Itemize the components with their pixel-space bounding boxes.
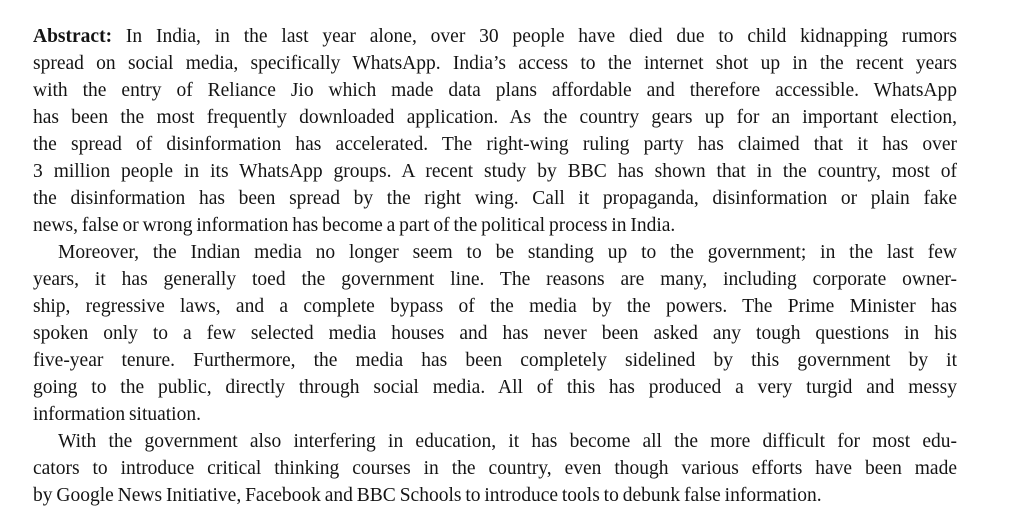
text-line: news, false or wrong information has become a part of the political process in India. <box>33 215 676 236</box>
text-line: has been the most frequently downloaded application. As the country gears up for an important election, <box>33 107 957 128</box>
abstract-page <box>33 23 957 509</box>
text-line: Abstract: In India, in the last year alone, over 30 people have died due to child kidnapping rumors <box>33 26 957 47</box>
text-line: the disinformation has been spread by the right wing. Call it propaganda, disinformation or plain fake <box>33 188 957 209</box>
text-line: cators to introduce critical thinking courses in the country, even though various efforts have been made <box>33 458 957 479</box>
text-line: by Google News Initiative, Facebook and BBC Schools to introduce tools to debunk false information. <box>33 485 822 506</box>
text-line: Moreover, the Indian media no longer seem to be standing up to the government; in the last few <box>58 242 957 263</box>
text-line: information situation. <box>33 404 201 425</box>
text-line: spoken only to a few selected media houses and has never been asked any tough questions in his <box>33 323 957 344</box>
text-line: 3 million people in its WhatsApp groups. A recent study by BBC has shown that in the country, most of <box>33 161 957 182</box>
text-line: spread on social media, specifically WhatsApp. India’s access to the internet shot up in the recent years <box>33 53 957 74</box>
text-line: With the government also interfering in education, it has become all the more difficult for most edu- <box>58 431 957 452</box>
text-line: the spread of disinformation has accelerated. The right-wing ruling party has claimed that it has over <box>33 134 957 155</box>
abstract-paragraph <box>33 23 957 239</box>
education-paragraph <box>33 428 957 509</box>
text-line: years, it has generally toed the government line. The reasons are many, including corporate owner- <box>33 269 957 290</box>
abstract-label: Abstract: <box>33 26 113 47</box>
text-line: going to the public, directly through social media. All of this has produced a very turgid and messy <box>33 377 957 398</box>
media-paragraph <box>33 239 957 428</box>
text-line: five-year tenure. Furthermore, the media has been completely sidelined by this government by it <box>33 350 957 371</box>
text-line: with the entry of Reliance Jio which made data plans affordable and therefore accessible. WhatsApp <box>33 80 957 101</box>
text-line: ship, regressive laws, and a complete bypass of the media by the powers. The Prime Minister has <box>33 296 957 317</box>
